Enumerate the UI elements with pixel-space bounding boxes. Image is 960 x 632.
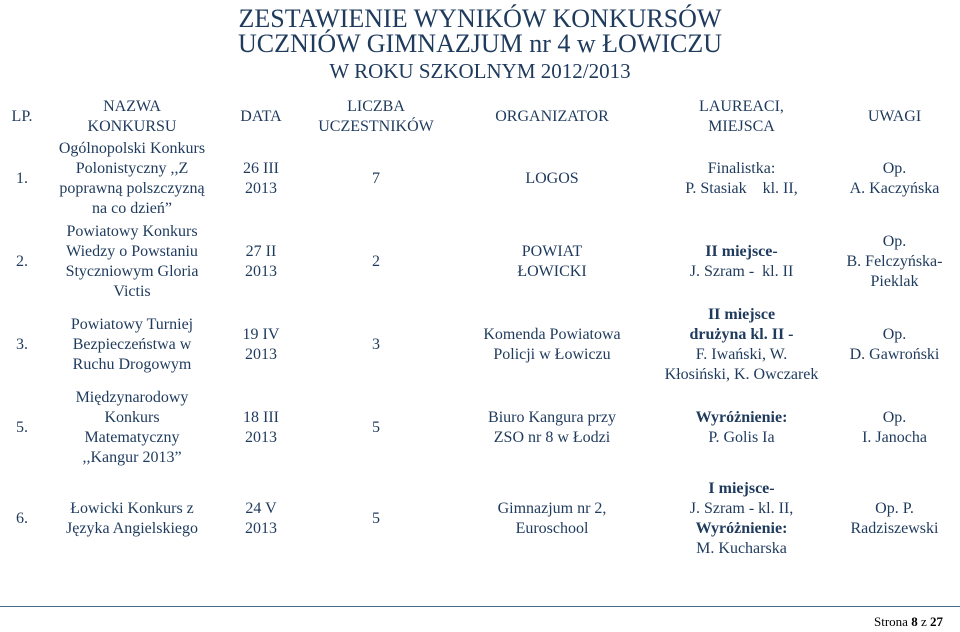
row-date-line: 27 II	[245, 243, 277, 260]
row-name-line: Wiedzy o Powstaniu	[66, 243, 198, 260]
row-notes	[829, 305, 960, 385]
row-lp: 2.	[16, 253, 28, 270]
row-lp: 5.	[16, 419, 28, 436]
header-winners-line-1: LAUREACI,	[699, 98, 784, 115]
row-name-line: Łowicki Konkurs z	[70, 500, 194, 517]
row-name-line: ,,Kangur 2013”	[82, 449, 182, 466]
row-name	[44, 219, 220, 305]
row-name	[44, 385, 220, 471]
row-organizer-line: POWIAT	[521, 243, 583, 260]
row-winners	[654, 305, 829, 385]
row-organizer-line: LOGOS	[525, 170, 579, 187]
row-count: 5	[372, 419, 380, 436]
row-name-line: Powiatowy Turniej	[70, 316, 194, 333]
row-date	[220, 219, 302, 305]
row-lp: 1.	[16, 170, 28, 187]
row-notes-line: B. Felczyńska-	[846, 253, 943, 270]
row-name-line: Victis	[113, 283, 151, 300]
header-winners	[654, 95, 829, 139]
row-winners-line: P. Golis Ia	[708, 429, 775, 446]
row-date-line: 2013	[245, 180, 277, 197]
row-lp: 6.	[16, 510, 28, 527]
header-row	[0, 95, 960, 139]
header-notes: UWAGI	[867, 108, 922, 125]
row-name-line: Powiatowy Konkurs	[66, 223, 198, 240]
row-winners-line: Wyróżnienie:	[695, 409, 788, 426]
row-winners	[654, 471, 829, 567]
row-name	[44, 139, 220, 219]
row-winners	[654, 139, 829, 219]
row-organizer-line: Gimnazjum nr 2,	[497, 500, 607, 517]
row-winners-line: Kłosiński, K. Owczarek	[664, 366, 819, 383]
footer-label: Strona	[874, 614, 908, 629]
row-date-line: 2013	[245, 346, 277, 363]
row-date	[220, 471, 302, 567]
row-organizer	[450, 219, 654, 305]
row-winners-line: II miejsce-	[705, 243, 778, 260]
row-notes-line: Op.	[882, 409, 907, 426]
footer-page-total: 27	[930, 614, 943, 629]
table-row	[0, 385, 960, 471]
row-count: 5	[372, 510, 380, 527]
table-row	[0, 219, 960, 305]
row-name-line: Bezpieczeństwa w	[72, 336, 192, 353]
row-name-line: Międzynarodowy	[75, 389, 189, 406]
row-organizer-line: Policji w Łowiczu	[493, 346, 611, 363]
row-organizer	[450, 139, 654, 219]
header-name-line-2: KONKURSU	[87, 118, 177, 135]
row-notes-line: Op.	[882, 326, 907, 343]
footer-of: z	[920, 614, 927, 629]
row-name-line: Styczniowym Gloria	[65, 263, 199, 280]
row-notes-line: A. Kaczyńska	[849, 180, 940, 197]
row-name-line: Ruchu Drogowym	[72, 356, 192, 373]
row-notes	[829, 219, 960, 305]
row-date-line: 19 IV	[242, 326, 280, 343]
row-count: 2	[372, 253, 380, 270]
row-count: 7	[372, 170, 380, 187]
row-winners-line: J. Szram - kl. II,	[689, 500, 794, 517]
row-winners	[654, 219, 829, 305]
row-name	[44, 305, 220, 385]
header-count-line-1: LICZBA	[347, 98, 405, 115]
row-organizer-line: ZSO nr 8 w Łodzi	[493, 429, 611, 446]
row-date	[220, 305, 302, 385]
row-date-line: 2013	[245, 429, 277, 446]
document-title	[0, 6, 960, 82]
row-organizer	[450, 471, 654, 567]
title-line-1: ZESTAWIENIE WYNIKÓW KONKURSÓW	[238, 4, 722, 33]
header-organizer: ORGANIZATOR	[495, 108, 609, 125]
row-organizer-line: Komenda Powiatowa	[483, 326, 621, 343]
row-notes-line: Radziszewski	[850, 520, 939, 537]
header-winners-line-2: MIEJSCA	[708, 118, 775, 135]
row-notes-line: Op.	[882, 233, 907, 250]
row-date	[220, 385, 302, 471]
row-winners-line: J. Szram - kl. II	[689, 263, 794, 280]
row-name-line: Polonistyczny ,,Z	[75, 160, 189, 177]
row-winners	[654, 385, 829, 471]
header-lp: LP.	[11, 108, 33, 125]
header-count	[302, 95, 450, 139]
row-winners-line: M. Kucharska	[696, 540, 787, 557]
row-notes-line: Op. P.	[875, 500, 914, 517]
table-row	[0, 139, 960, 219]
header-count-line-2: UCZESTNIKÓW	[318, 118, 434, 135]
table-row	[0, 305, 960, 385]
row-organizer	[450, 385, 654, 471]
header-name	[44, 95, 220, 139]
row-winners-line: Wyróżnienie:	[695, 520, 788, 537]
row-notes	[829, 385, 960, 471]
row-name-line: na co dzień”	[92, 200, 172, 217]
row-winners-line: P. Stasiak kl. II,	[685, 180, 798, 197]
row-notes-line: Pieklak	[870, 273, 919, 290]
row-name	[44, 471, 220, 567]
row-organizer-line: Biuro Kangura przy	[488, 409, 616, 426]
row-date-line: 2013	[245, 520, 277, 537]
header-date: DATA	[240, 108, 282, 125]
row-date-line: 18 III	[243, 409, 279, 426]
row-winners-line: F. Iwański, W.	[695, 346, 788, 363]
row-date	[220, 139, 302, 219]
results-table	[0, 95, 960, 567]
table-row	[0, 471, 960, 567]
row-notes	[829, 139, 960, 219]
row-winners-line: Finalistka:	[707, 160, 776, 177]
row-organizer-line: ŁOWICKI	[517, 263, 587, 280]
row-name-line: Matematyczny	[84, 429, 180, 446]
row-date-line: 24 V	[245, 500, 277, 517]
row-name-line: poprawną polszczyzną	[59, 180, 205, 197]
row-notes	[829, 471, 960, 567]
title-line-2: UCZNIÓW GIMNAZJUM nr 4 w ŁOWICZU	[237, 29, 723, 58]
row-organizer-line: Euroschool	[515, 520, 589, 537]
row-count: 3	[372, 336, 380, 353]
title-line-3: W ROKU SZKOLNYM 2012/2013	[329, 59, 631, 83]
row-name-line: Języka Angielskiego	[66, 520, 198, 537]
row-name-line: Konkurs	[104, 409, 160, 426]
header-name-line-1: NAZWA	[103, 98, 161, 115]
row-date-line: 2013	[245, 263, 277, 280]
row-winners-line: drużyna kl. II -	[689, 326, 794, 343]
row-notes-line: D. Gawroński	[849, 346, 940, 363]
footer-divider	[0, 606, 960, 607]
row-notes-line: I. Janocha	[862, 429, 927, 446]
page-footer	[874, 614, 943, 630]
row-organizer	[450, 305, 654, 385]
row-winners-line: II miejsce	[707, 306, 776, 323]
footer-page-number: 8	[911, 614, 918, 629]
row-name-line: Ogólnopolski Konkurs	[58, 140, 206, 157]
row-lp: 3.	[16, 336, 28, 353]
row-date-line: 26 III	[243, 160, 279, 177]
row-winners-line: I miejsce-	[708, 480, 775, 497]
row-notes-line: Op.	[882, 160, 907, 177]
